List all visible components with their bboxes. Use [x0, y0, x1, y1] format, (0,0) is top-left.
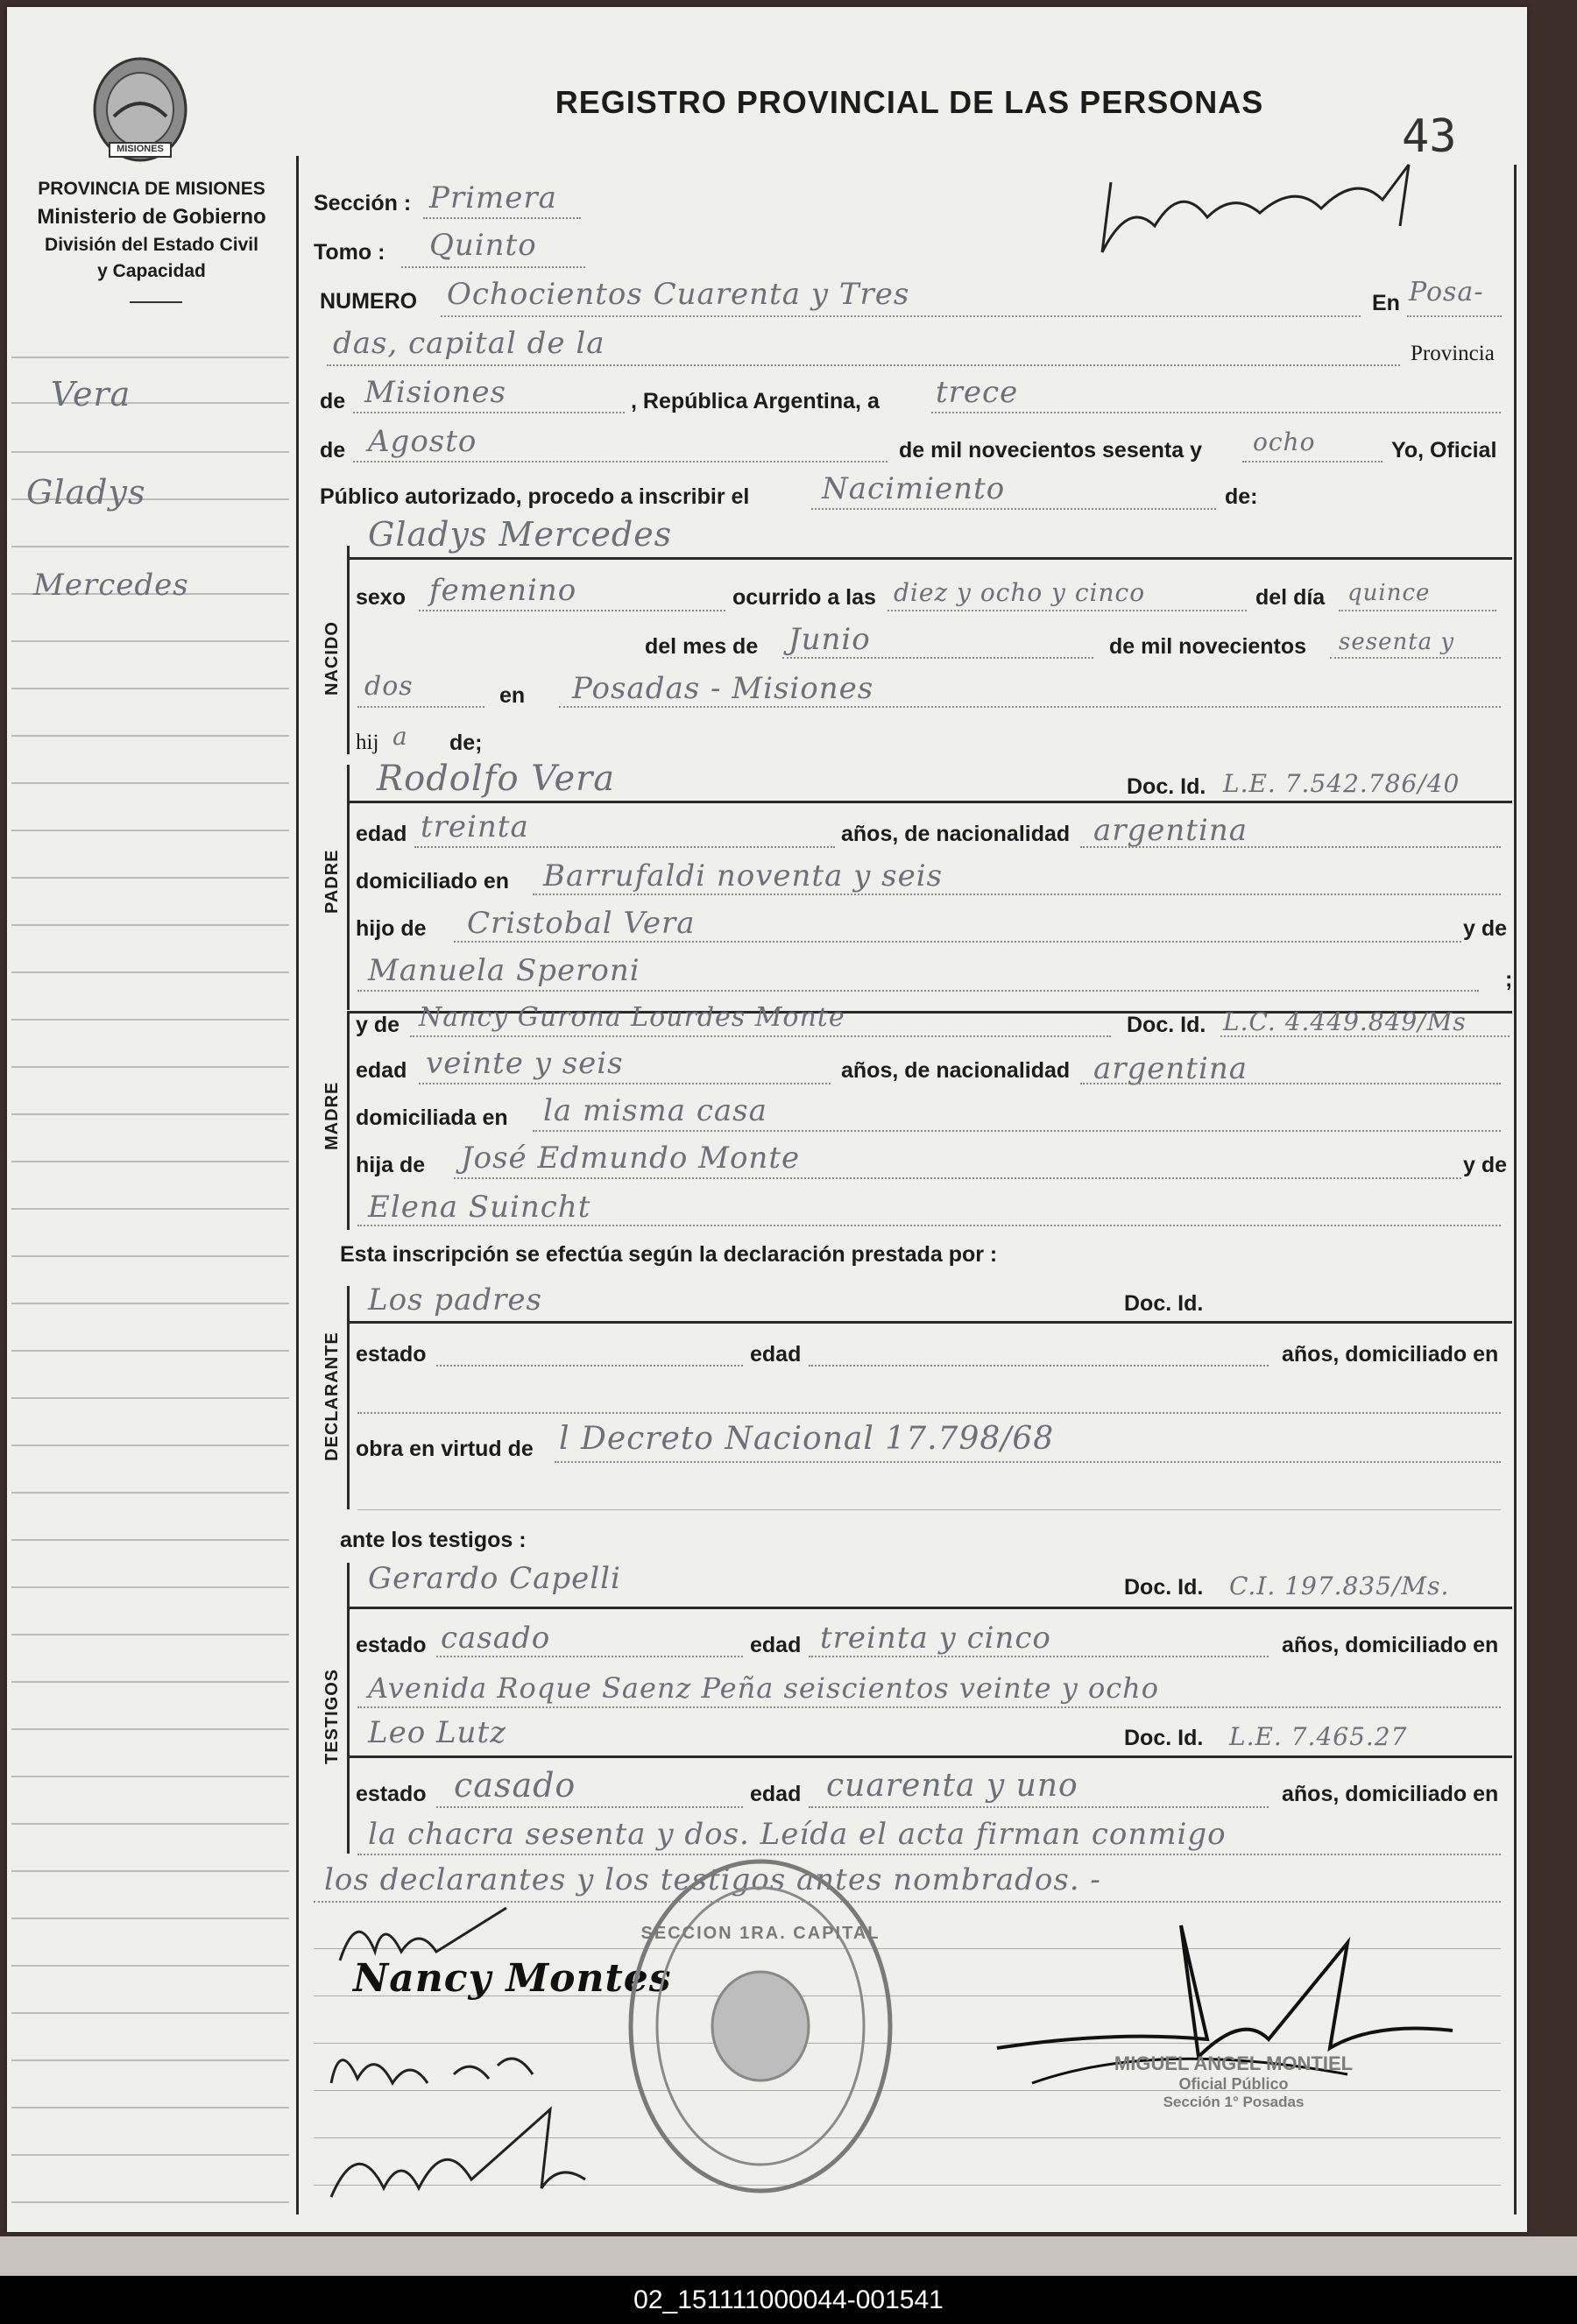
anio-value-nac: sesenta y: [1339, 629, 1455, 655]
madre-nombre: Nancy Gurona Lourdes Monte: [419, 1002, 845, 1033]
madre-doc-line: [1220, 1035, 1510, 1037]
hij-value: a: [392, 722, 408, 751]
madre-hija-line: [454, 1177, 1461, 1179]
nacido-side-label: NACIDO: [322, 621, 342, 696]
padre-dom-label: domiciliado en: [356, 869, 510, 894]
sexo-label: sexo: [356, 585, 406, 610]
nacido-bracket: [347, 546, 350, 754]
testigo-2-estado-label: estado: [356, 1782, 427, 1806]
madre-dom-value: la misma casa: [543, 1093, 767, 1128]
acto-value: Nacimiento: [822, 471, 1006, 506]
padre-nac-value: argentina: [1093, 813, 1248, 848]
madre-hija-value: José Edmundo Monte: [461, 1141, 801, 1176]
dia-value-nac: quince: [1347, 580, 1431, 606]
division-label-2: y Capacidad: [97, 261, 206, 281]
publico-label: Público autorizado, procedo a inscribir el: [320, 484, 750, 509]
testigo-2-edad-label: edad: [750, 1782, 802, 1806]
padre-nac-label: años, de nacionalidad: [841, 822, 1071, 846]
testigo-2-doc-label: Doc. Id.: [1124, 1726, 1204, 1750]
madre-abuela-line: [357, 1225, 1501, 1226]
testigo-1-edad-value: treinta y cinco: [820, 1621, 1051, 1656]
signature-scribble-3: [322, 2101, 603, 2227]
padre-nombre: Rodolfo Vera: [377, 759, 616, 799]
mes-nac-line: [782, 657, 1093, 659]
madre-nac-line: [1080, 1083, 1501, 1084]
declarante-estado-label: estado: [356, 1342, 427, 1367]
oficial-label: Yo, Oficial: [1391, 438, 1497, 463]
document-sheet: [7, 7, 1527, 2232]
testigo-1-top-line: [347, 1607, 1512, 1609]
seccion-label: Sección :: [314, 191, 412, 215]
de-label: de: [320, 389, 346, 413]
lugar-line: [559, 706, 1501, 708]
padre-doc-label: Doc. Id.: [1127, 774, 1206, 799]
madre-dom-line: [533, 1130, 1501, 1132]
padre-madre-value: Manuela Speroni: [368, 953, 640, 988]
margin-ruled-lines: [7, 7, 296, 2232]
declarante-top-line: [347, 1321, 1512, 1324]
testigo-1-edad-line: [809, 1656, 1269, 1657]
dia-value: trece: [936, 375, 1019, 410]
sexo-line: [419, 610, 725, 611]
lugar-value: Posadas - Misiones: [572, 671, 874, 706]
padre-hijo-label: hijo de: [356, 916, 427, 941]
tomo-value: Quinto: [429, 228, 537, 263]
padre-edad-label: edad: [356, 822, 407, 846]
testigo-1-estado-value: casado: [441, 1621, 551, 1656]
stamp-line-3: Sección 1° Posadas: [1163, 2094, 1305, 2110]
declarante-obra-label: obra en virtud de: [356, 1437, 534, 1461]
margin-name-1: Gladys: [26, 473, 146, 512]
line2: [327, 364, 1400, 366]
madre-yde2-label: y de: [1463, 1153, 1508, 1177]
city-continuation: das, capital de la: [333, 326, 605, 361]
padre-nac-line: [1080, 846, 1501, 848]
testigo-2-doc-value: L.E. 7.465.27: [1229, 1722, 1408, 1751]
declarante-obra-line: [555, 1461, 1501, 1463]
testigo-1-nombre: Gerardo Capelli: [368, 1561, 621, 1596]
declarante-dom-label: años, domiciliado en: [1282, 1342, 1499, 1367]
provincia-value: Misiones: [364, 375, 506, 410]
testigo-2-dom-label: años, domiciliado en: [1282, 1782, 1499, 1806]
madre-hija-label: hija de: [356, 1153, 426, 1177]
madre-nac-label: años, de nacionalidad: [841, 1058, 1071, 1083]
scan-background-strip: [0, 2236, 1577, 2276]
closing-line-2: los declarantes y los testigos antes nombrados. -: [324, 1862, 1101, 1897]
anio2-line: [357, 706, 484, 708]
provincia-line: [353, 412, 625, 413]
padre-edad-value: treinta: [421, 809, 529, 844]
testigo-1-estado-label: estado: [356, 1633, 427, 1657]
testigo-2-estado-value: casado: [454, 1766, 576, 1805]
main-right-border: [1514, 165, 1517, 2215]
hora-line: [888, 610, 1247, 611]
margin-name-2: Mercedes: [33, 568, 189, 603]
stamp-line-2: Oficial Público: [1178, 2075, 1289, 2093]
del-mes-label: del mes de: [645, 634, 759, 659]
declarante-nombre: Los padres: [368, 1282, 542, 1317]
numero-value: Ochocientos Cuarenta y Tres: [447, 277, 910, 312]
padre-hijo-value: Cristobal Vera: [467, 906, 696, 941]
dia-nac-line: [1339, 610, 1496, 611]
en-line: [1407, 315, 1502, 317]
de3-label: de:: [1225, 484, 1258, 509]
testigo-2-edad-line: [809, 1806, 1269, 1808]
mil-label: de mil novecientos sesenta y: [899, 438, 1202, 463]
nacido-top-line: [347, 557, 1512, 560]
madre-yde-label: y de: [356, 1013, 400, 1037]
dia-line: [931, 412, 1501, 413]
madre-bracket: [347, 1011, 350, 1230]
sexo-value: femenino: [429, 573, 577, 608]
declarante-estado-line: [436, 1365, 743, 1367]
anio-nac-line: [1330, 657, 1501, 659]
document-title: REGISTRO PROVINCIAL DE LAS PERSONAS: [555, 84, 1264, 120]
seccion-value: Primera: [429, 180, 557, 215]
seal-text: MISIONES: [117, 144, 164, 154]
numero-line: [441, 315, 1361, 317]
madre-edad-line: [419, 1083, 831, 1084]
declarante-bracket: [347, 1286, 350, 1509]
margin-surname: Vera: [51, 375, 131, 413]
madre-nombre-line: [410, 1035, 1111, 1037]
image-caption: 02_151111000044-001541: [0, 2276, 1577, 2324]
closing-line-1-rule: [357, 1854, 1501, 1855]
declarante-blank-line: [357, 1412, 1501, 1414]
testigo-1-edad-label: edad: [750, 1633, 802, 1657]
anio-value: ocho: [1253, 427, 1316, 456]
ministry-label: Ministerio de Gobierno: [37, 205, 266, 229]
testigo-1-dom-value: Avenida Roque Saenz Peña seiscientos veinte y ocho: [368, 1671, 1160, 1705]
tomo-label: Tomo :: [314, 240, 385, 265]
madre-nac-value: argentina: [1093, 1051, 1248, 1086]
signature-nancy-montes: Nancy Montes: [353, 1956, 672, 2001]
testigo-1-estado-line: [436, 1656, 743, 1657]
testigo-2-top-line: [347, 1755, 1512, 1758]
mes-value: Agosto: [368, 424, 477, 459]
padre-edad-line: [414, 846, 835, 848]
republica-label: , República Argentina, a: [631, 389, 880, 413]
del-dia-label: del día: [1255, 585, 1326, 610]
padre-yde-label: y de: [1463, 916, 1508, 941]
testigo-1-dom-label: años, domiciliado en: [1282, 1633, 1499, 1657]
madre-doc-label: Doc. Id.: [1127, 1013, 1206, 1037]
testigo-1-doc-label: Doc. Id.: [1124, 1575, 1204, 1600]
province-label: PROVINCIA DE MISIONES: [38, 179, 265, 199]
madre-doc-value: L.C. 4.449.849/Ms: [1223, 1007, 1467, 1036]
padre-side-label: PADRE: [322, 849, 342, 914]
declarante-doc-label: Doc. Id.: [1124, 1291, 1204, 1316]
padre-dom-value: Barrufaldi noventa y seis: [543, 858, 944, 894]
anio-value-nac-2: dos: [364, 671, 414, 702]
declarante-side-label: DECLARANTE: [322, 1332, 342, 1461]
madre-edad-label: edad: [356, 1058, 407, 1083]
testigo-2-edad-value: cuarenta y uno: [826, 1768, 1078, 1804]
madre-edad-value: veinte y seis: [426, 1046, 624, 1081]
header-signature: [1093, 130, 1444, 265]
testigos-side-label: TESTIGOS: [322, 1668, 342, 1764]
round-official-seal: [625, 1855, 896, 2197]
mil-label-nac: de mil novecientos: [1109, 634, 1307, 659]
de-label-nac: de;: [449, 731, 483, 755]
padre-doc-value: L.E. 7.542.786/40: [1223, 769, 1460, 798]
seccion-line: [423, 217, 581, 219]
testigo-2-estado-line: [436, 1806, 743, 1808]
ocurrido-label: ocurrido a las: [732, 585, 876, 610]
padre-hijo-line: [454, 941, 1461, 943]
declarante-close-line: [357, 1509, 1501, 1510]
official-stamp: [1067, 2052, 1400, 2111]
acto-line: [811, 508, 1216, 510]
declarante-edad-line: [809, 1365, 1269, 1367]
en-value: Posa-: [1409, 277, 1484, 307]
hora-value: diez y ocho y cinco: [894, 578, 1146, 607]
madre-dom-label: domiciliada en: [356, 1105, 508, 1130]
declarante-obra-value: l Decreto Nacional 17.798/68: [559, 1421, 1055, 1457]
madre-abuela-value: Elena Suincht: [368, 1190, 591, 1225]
padre-top-line: [347, 801, 1512, 803]
padre-madre-line: [357, 990, 1479, 992]
de2-label: de: [320, 438, 346, 463]
testigo-1-dom-line: [357, 1706, 1501, 1708]
mes-line: [353, 461, 888, 463]
anio-line: [1242, 461, 1383, 463]
nacido-nombre: Gladys Mercedes: [368, 515, 673, 554]
main-left-border: [296, 156, 299, 2215]
folio-number: 43: [1402, 110, 1457, 163]
declarante-edad-label: edad: [750, 1342, 802, 1367]
round-seal-text: SECCION 1RA. CAPITAL: [640, 1924, 880, 1943]
closing-line-1: la chacra sesenta y dos. Leída el acta firman conmigo: [368, 1817, 1227, 1852]
declarante-intro: Esta inscripción se efectúa según la declaración prestada por :: [340, 1242, 998, 1267]
en-label: En: [1372, 291, 1400, 315]
testigos-intro: ante los testigos :: [340, 1528, 527, 1552]
provincia-label: Provincia: [1411, 342, 1495, 365]
padre-dom-line: [533, 894, 1501, 895]
padre-semicolon: ;: [1505, 967, 1513, 992]
hij-label: hij: [356, 731, 379, 754]
stamp-line-1: MIGUEL ANGEL MONTIEL: [1114, 2052, 1354, 2074]
tomo-line: [401, 266, 585, 268]
numero-label: NUMERO: [320, 289, 418, 314]
division-label: División del Estado Civil: [45, 235, 258, 255]
testigo-2-nombre: Leo Lutz: [368, 1715, 507, 1750]
madre-side-label: MADRE: [322, 1081, 342, 1150]
en-label-nac: en: [499, 683, 526, 708]
mes-value-nac: Junio: [788, 622, 871, 657]
testigo-1-doc-value: C.I. 197.835/Ms.: [1229, 1572, 1450, 1600]
